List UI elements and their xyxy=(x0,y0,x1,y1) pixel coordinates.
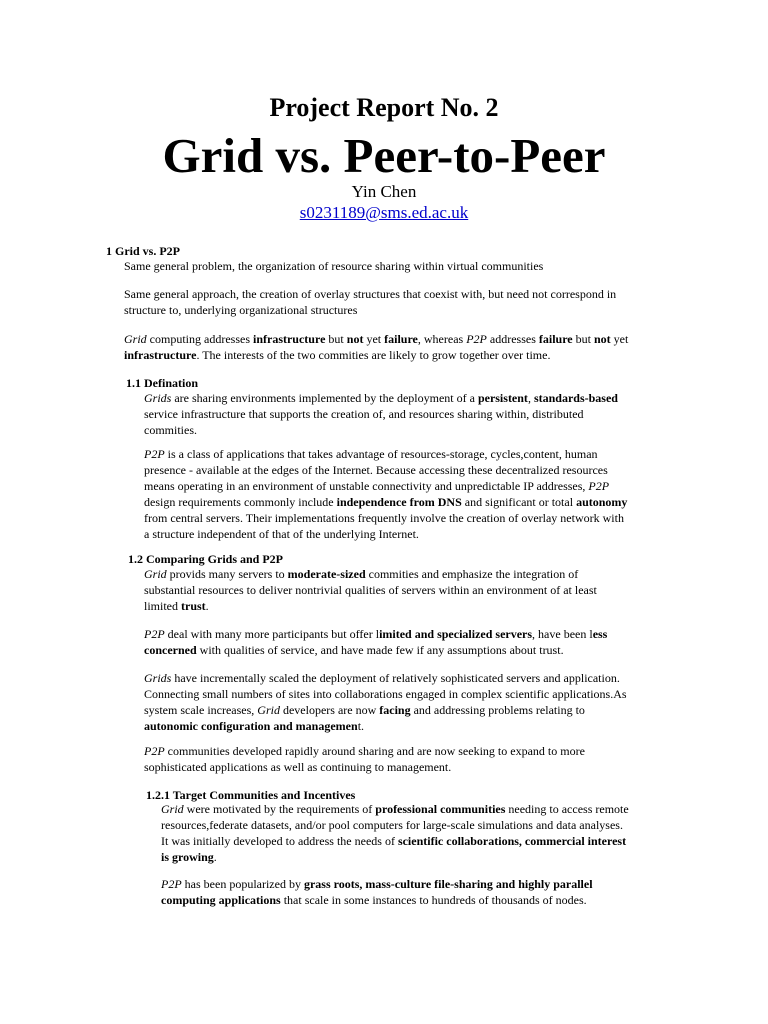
section-1-2-heading: 1.2 Comparing Grids and P2P xyxy=(128,552,284,566)
section-1-1-heading: 1.1 Defination xyxy=(126,376,198,390)
author-email-link[interactable]: s0231189@sms.ed.ac.uk xyxy=(299,203,469,222)
section-1-2-paragraph-1: Grid provids many servers to moderate-sized commities and emphasize the integration of substantial resources to deliver nontrivial qualities of servers within an environment of at least limited trust. xyxy=(144,567,597,613)
section-1-2-1-paragraph-2: P2P has been popularized by grass roots, mass-culture file-sharing and highly parallel computing applications that scale in some instances to hundreds of thousands of nodes. xyxy=(161,877,593,907)
section-1-2-paragraph-2: P2P deal with many more participants but offer limited and specialized servers, have been less concerned with qualities of service, and have made few if any assumptions about trust. xyxy=(144,627,608,657)
section-1-1-paragraph-1: Grids are sharing environments implemented by the deployment of a persistent, standards-based service infrastructure that supports the creation of, and resources sharing within, distributed commities. xyxy=(144,391,618,437)
section-1-1-paragraph-2: P2P is a class of applications that takes advantage of resources-storage, cycles,content, human presence - available at the edges of the Internet. Because accessing these decentralized resources means operating in an environment of unstable connectivity and unpredictable IP addresses, P2P design requirements commonly include independence from DNS and significant or total autonomy from central servers. Their implementations frequently involve the creation of overlay network with a structure independent of that of the underlying Internet. xyxy=(144,447,628,541)
section-1-paragraph-2: Same general approach, the creation of overlay structures that coexist with, but need not correspond in structure to, underlying organizational structures xyxy=(124,287,617,317)
section-1-heading: 1 Grid vs. P2P xyxy=(106,244,180,258)
section-1-2-paragraph-3: Grids have incrementally scaled the deployment of relatively sophisticated servers and application. Connecting small numbers of sites into collaborations engaged in complex scientific applications.As system scale increases, Grid developers are now facing and addressing problems relating to autonomic configuration and management. xyxy=(144,671,627,733)
author-name: Yin Chen xyxy=(351,182,417,201)
section-1-2-1-heading: 1.2.1 Target Communities and Incentives xyxy=(146,788,356,802)
report-title: Grid vs. Peer-to-Peer xyxy=(162,128,606,183)
section-1-paragraph-3: Grid computing addresses infrastructure but not yet failure, whereas P2P addresses failure but not yet infrastructure. The interests of the two commities are likely to grow together over time. xyxy=(124,332,629,362)
section-1-paragraph-1: Same general problem, the organization of resource sharing within virtual communities xyxy=(124,259,544,273)
report-subtitle: Project Report No. 2 xyxy=(269,93,499,122)
section-1-2-paragraph-4: P2P communities developed rapidly around sharing and are now seeking to expand to more sophisticated applications as well as continuing to management. xyxy=(144,744,585,774)
section-1-2-1-paragraph-1: Grid were motivated by the requirements of professional communities needing to access remote resources,federate datasets, and/or pool computers for large-scale simulations and data analyses. It was initially developed to address the needs of scientific collaborations, commercial interest is growing. xyxy=(161,802,629,864)
